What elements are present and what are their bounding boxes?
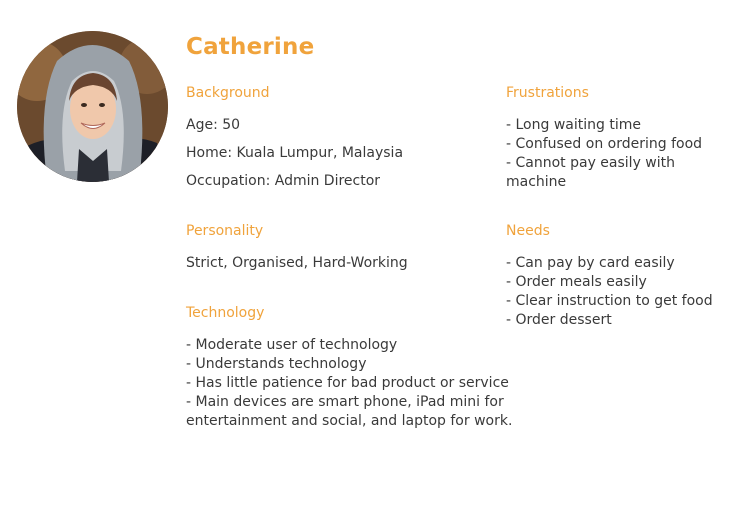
background-home: Home: Kuala Lumpur, Malaysia (186, 145, 404, 161)
persona-avatar (17, 31, 168, 182)
technology-title: Technology (186, 305, 265, 321)
technology-line: entertainment and social, and laptop for work. (186, 413, 513, 429)
personality-title: Personality (186, 223, 264, 239)
technology-line: - Moderate user of technology (186, 337, 398, 353)
personality-text: Strict, Organised, Hard-Working (186, 255, 408, 271)
technology-line: - Understands technology (186, 356, 367, 372)
frustration-line: machine (506, 174, 567, 190)
persona-name: Catherine (186, 34, 315, 60)
need-line: - Can pay by card easily (506, 255, 675, 271)
technology-line: - Main devices are smart phone, iPad mini for (186, 394, 504, 410)
frustration-line: - Long waiting time (506, 117, 641, 133)
frustrations-title: Frustrations (506, 85, 589, 101)
technology-line: - Has little patience for bad product or service (186, 375, 509, 391)
background-title: Background (186, 85, 270, 101)
frustration-line: - Cannot pay easily with (506, 155, 676, 171)
need-line: - Order meals easily (506, 274, 647, 290)
avatar-photo (17, 31, 168, 182)
frustrations-list (506, 116, 702, 192)
frustration-line: - Confused on ordering food (506, 136, 703, 152)
technology-list (186, 336, 512, 431)
need-line: - Clear instruction to get food (506, 293, 713, 309)
background-age: Age: 50 (186, 117, 241, 133)
needs-title: Needs (506, 223, 550, 239)
need-line: - Order dessert (506, 312, 612, 328)
background-occupation: Occupation: Admin Director (186, 173, 381, 189)
needs-list (506, 254, 713, 330)
